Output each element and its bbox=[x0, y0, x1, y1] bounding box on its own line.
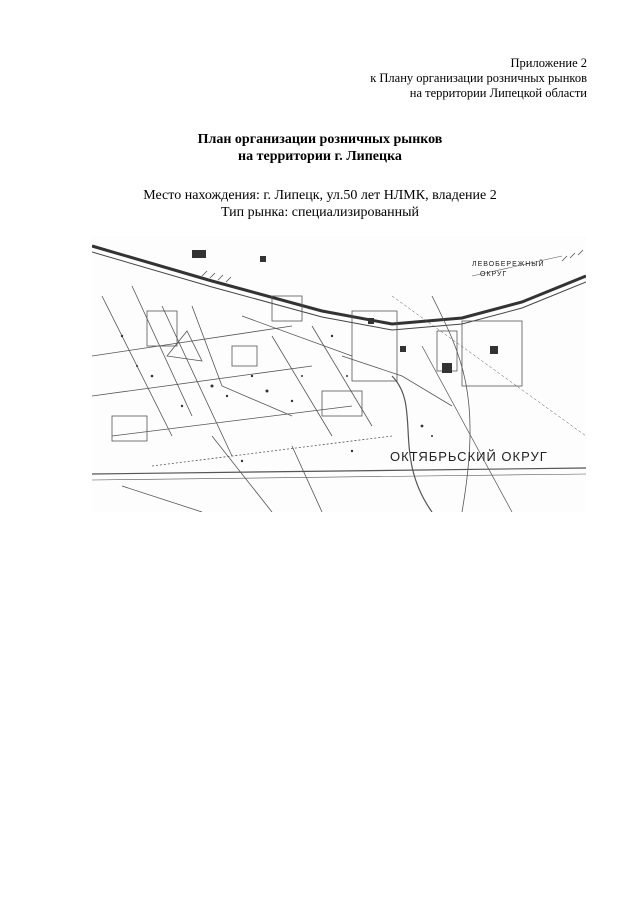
annex-line-1: Приложение 2 bbox=[510, 56, 587, 70]
location-line: Место нахождения: г. Липецк, ул.50 лет НЛМК, владение 2 bbox=[143, 188, 497, 203]
annex-line-3: на территории Липецкой области bbox=[409, 86, 587, 100]
title-line-2: на территории г. Липецка bbox=[238, 149, 402, 164]
market-type-line: Тип рынка: специализированный bbox=[220, 205, 420, 220]
market-info bbox=[0, 187, 640, 221]
title-line-1: План организации розничных рынков bbox=[197, 132, 443, 147]
annex-note bbox=[370, 56, 587, 101]
location-map bbox=[92, 236, 586, 512]
district-label-top-line-1: ЛЕВОБЕРЕЖНЫЙ bbox=[472, 261, 545, 268]
district-label-top-line-2: ОКРУГ bbox=[480, 271, 508, 278]
map-drawing bbox=[92, 236, 586, 512]
district-label-main: ОКТЯБРЬСКИЙ ОКРУГ bbox=[390, 449, 548, 464]
document-title bbox=[0, 131, 640, 165]
annex-line-2: к Плану организации розничных рынков bbox=[370, 71, 587, 85]
